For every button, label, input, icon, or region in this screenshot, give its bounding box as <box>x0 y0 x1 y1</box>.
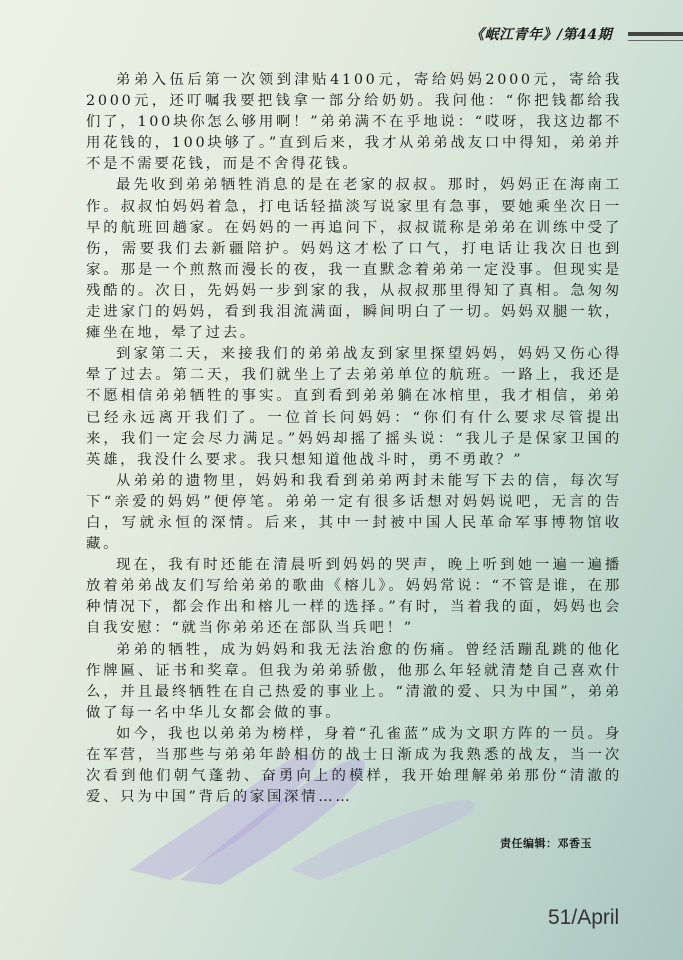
paragraph: 弟弟入伍后第一次领到津贴4100元，寄给妈妈2000元，寄给我2000元，还叮嘱我要把钱拿一部分给奶奶。我问他：“你把钱都给我们了，100块你怎么够用啊！”弟弟满不在乎地说：“哎呀，我这边都不用花钱的，100块够了。”直到后来，我才从弟弟战友口中得知，弟弟并不是不需要花钱，而是不舍得花钱。 <box>86 72 622 173</box>
paragraph: 最先收到弟弟牺牲消息的是在老家的叔叔。那时，妈妈正在海南工作。叔叔怕妈妈着急，打电话轻描淡写说家里有急事，要她乘坐次日一早的航班回趟家。在妈妈的一再追问下，叔叔谎称是弟弟在训练中受了伤，需要我们去新疆陪护。妈妈这才松了口气，打电话让我次日也到家。那是一个煎熬而漫长的夜，我一直默念着弟弟一定没事。但现实是残酷的。次日，先妈妈一步到家的我，从叔叔那里得知了真相。急匆匆走进家门的妈妈，看到我泪流满面，瞬间明白了一切。妈妈双腿一软，瘫坐在地，晕了过去。 <box>86 177 622 342</box>
running-title: 《岷江青年》/第44期 <box>470 27 613 43</box>
paragraph: 到家第二天，来接我们的弟弟战友到家里探望妈妈，妈妈又伤心得晕了过去。第二天，我们就坐上了去弟弟单位的航班。一路上，我还是不愿相信弟弟牺牲的事实。直到看到弟弟躺在冰棺里，我才相信，弟弟已经永远离开我们了。一位首长问妈妈：“你们有什么要求尽管提出来，我们一定会尽力满足。”妈妈却摇了摇头说：“我儿子是保家卫国的英雄，我没什么要求。我只想知道他战斗时，勇不勇敢？” <box>86 346 622 468</box>
editor-credit: 责任编辑：邓香玉 <box>500 837 592 850</box>
header-rule <box>628 32 683 36</box>
header-rule-thin <box>628 40 683 41</box>
article-body <box>86 70 622 808</box>
paragraph: 现在，我有时还能在清晨听到妈妈的哭声，晚上听到她一遍一遍播放着弟弟战友们写给弟弟的歌曲《榕儿》。妈妈常说：“不管是谁，在那种情况下，都会作出和榕儿一样的选择。”有时，当着我的面，妈妈也会自我安慰：“就当你弟弟还在部队当兵吧！” <box>86 557 622 637</box>
page-number: 51/April <box>548 906 620 929</box>
paragraph: 弟弟的牺牲，成为妈妈和我无法治愈的伤痛。曾经活蹦乱跳的他化作牌匾、证书和奖章。但我为弟弟骄傲，他那么年轻就清楚自己喜欢什么，并且最终牺牲在自己热爱的事业上。“清澈的爱、只为中国”，弟弟做了每一名中华儿女都会做的事。 <box>86 641 622 721</box>
paragraph: 从弟弟的遗物里，妈妈和我看到弟弟两封未能写下去的信，每次写下“亲爱的妈妈”便停笔。弟弟一定有很多话想对妈妈说吧，无言的告白，写就永恒的深情。后来，其中一封被中国人民革命军事博物馆收藏。 <box>86 472 622 553</box>
paragraph: 如今，我也以弟弟为榜样，身着“孔雀蓝”成为文职方阵的一员。身在军营，当那些与弟弟年龄相仿的战士日渐成为我熟悉的战友，当一次次看到他们朝气蓬勃、奋勇向上的模样，我开始理解弟弟那份“清澈的爱、只为中国”背后的家国深情…… <box>86 725 622 806</box>
